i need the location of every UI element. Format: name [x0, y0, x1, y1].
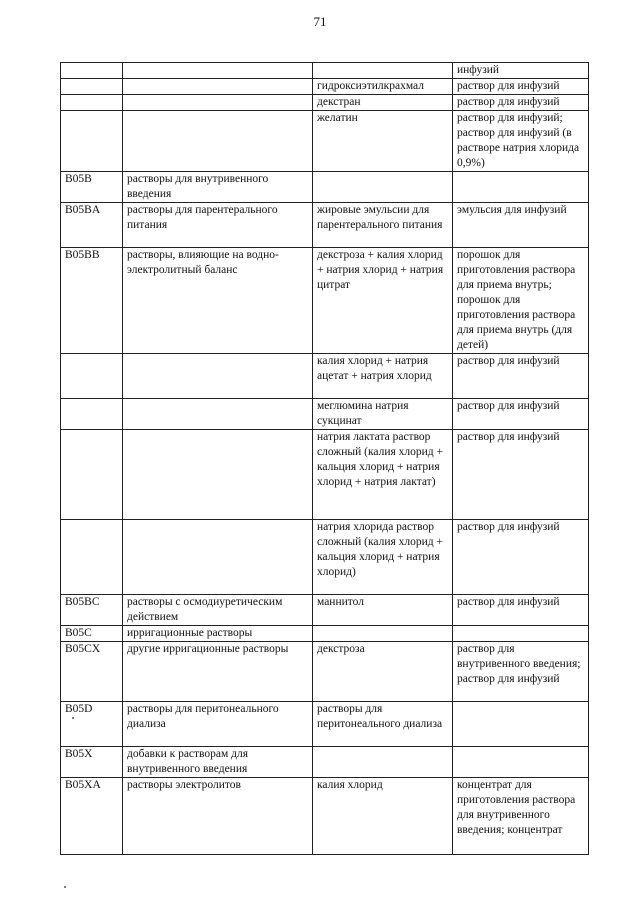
group-name-cell — [123, 520, 313, 595]
drug-name-cell — [313, 63, 453, 79]
atc-code-cell — [61, 95, 123, 111]
group-name-cell — [123, 79, 313, 95]
scan-speck — [72, 717, 74, 719]
dosage-form-cell: инфузий — [453, 63, 589, 79]
group-name-cell: добавки к растворам для внутривенного введения — [123, 747, 313, 778]
atc-code-cell — [61, 430, 123, 520]
dosage-form-cell: раствор для инфузий — [453, 430, 589, 520]
group-name-cell — [123, 399, 313, 430]
table-row — [61, 702, 589, 747]
atc-code-cell: B05D — [61, 702, 123, 747]
group-name-cell: другие ирригационные растворы — [123, 642, 313, 702]
group-name-cell: ирригационные растворы — [123, 626, 313, 642]
table-row — [61, 248, 589, 354]
dosage-form-cell: раствор для инфузий — [453, 595, 589, 626]
drug-name-cell: растворы для перитонеального диализа — [313, 702, 453, 747]
table-row — [61, 747, 589, 778]
atc-code-cell — [61, 111, 123, 172]
table-row — [61, 95, 589, 111]
group-name-cell: растворы электролитов — [123, 778, 313, 855]
dosage-form-cell — [453, 626, 589, 642]
drug-name-cell — [313, 172, 453, 203]
drug-classification-table — [60, 62, 589, 855]
page-number: 71 — [313, 14, 327, 29]
table-row — [61, 430, 589, 520]
drug-name-cell — [313, 626, 453, 642]
dosage-form-cell — [453, 172, 589, 203]
drug-name-cell: гидроксиэтилкрахмал — [313, 79, 453, 95]
group-name-cell: растворы для внутривенного введения — [123, 172, 313, 203]
table-row — [61, 595, 589, 626]
dosage-form-cell: раствор для инфузий; раствор для инфузий (в растворе натрия хлорида 0,9%) — [453, 111, 589, 172]
drug-name-cell: декстроза + калия хлорид + натрия хлорид + натрия цитрат — [313, 248, 453, 354]
atc-code-cell: B05CX — [61, 642, 123, 702]
group-name-cell: растворы для перитонеального диализа — [123, 702, 313, 747]
table-row — [61, 79, 589, 95]
drug-name-cell: калия хлорид — [313, 778, 453, 855]
group-name-cell: растворы, влияющие на водно-электролитный баланс — [123, 248, 313, 354]
dosage-form-cell — [453, 702, 589, 747]
dosage-form-cell: раствор для инфузий — [453, 95, 589, 111]
group-name-cell — [123, 354, 313, 399]
group-name-cell — [123, 111, 313, 172]
table-row — [61, 778, 589, 855]
atc-code-cell — [61, 79, 123, 95]
atc-code-cell — [61, 63, 123, 79]
atc-code-cell: B05BC — [61, 595, 123, 626]
dosage-form-cell — [453, 747, 589, 778]
atc-code-cell: B05BB — [61, 248, 123, 354]
group-name-cell — [123, 95, 313, 111]
table-row — [61, 203, 589, 248]
drug-name-cell: натрия хлорида раствор сложный (калия хлорид + кальция хлорид + натрия хлорид) — [313, 520, 453, 595]
dosage-form-cell: концентрат для приготовления раствора для внутривенного введения; концентрат — [453, 778, 589, 855]
dosage-form-cell: раствор для внутривенного введения; раствор для инфузий — [453, 642, 589, 702]
table-row — [61, 399, 589, 430]
drug-name-cell: калия хлорид + натрия ацетат + натрия хлорид — [313, 354, 453, 399]
dosage-form-cell: раствор для инфузий — [453, 520, 589, 595]
group-name-cell — [123, 430, 313, 520]
drug-name-cell: меглюмина натрия сукцинат — [313, 399, 453, 430]
atc-code-cell — [61, 520, 123, 595]
table-row — [61, 172, 589, 203]
dosage-form-cell: порошок для приготовления раствора для приема внутрь; порошок для приготовления раствора для приема внутрь (для детей) — [453, 248, 589, 354]
drug-name-cell — [313, 747, 453, 778]
dosage-form-cell: раствор для инфузий — [453, 399, 589, 430]
atc-code-cell — [61, 354, 123, 399]
table-row — [61, 626, 589, 642]
table-row — [61, 642, 589, 702]
group-name-cell — [123, 63, 313, 79]
drug-name-cell: маннитол — [313, 595, 453, 626]
atc-code-cell — [61, 399, 123, 430]
drug-name-cell: жировые эмульсии для парентерального питания — [313, 203, 453, 248]
table-row — [61, 520, 589, 595]
dosage-form-cell: раствор для инфузий — [453, 79, 589, 95]
table-row — [61, 354, 589, 399]
drug-name-cell: натрия лактата раствор сложный (калия хлорид + кальция хлорид + натрия хлорид + натрия лактат) — [313, 430, 453, 520]
atc-code-cell: B05XA — [61, 778, 123, 855]
group-name-cell: растворы с осмодиуретическим действием — [123, 595, 313, 626]
drug-name-cell: декстроза — [313, 642, 453, 702]
scan-speck — [64, 886, 66, 888]
atc-code-cell: B05X — [61, 747, 123, 778]
table-row — [61, 63, 589, 79]
atc-code-cell: B05BA — [61, 203, 123, 248]
dosage-form-cell: раствор для инфузий — [453, 354, 589, 399]
dosage-form-cell: эмульсия для инфузий — [453, 203, 589, 248]
atc-code-cell: B05C — [61, 626, 123, 642]
atc-code-cell: B05B — [61, 172, 123, 203]
group-name-cell: растворы для парентерального питания — [123, 203, 313, 248]
drug-name-cell: декстран — [313, 95, 453, 111]
table-row — [61, 111, 589, 172]
drug-name-cell: желатин — [313, 111, 453, 172]
